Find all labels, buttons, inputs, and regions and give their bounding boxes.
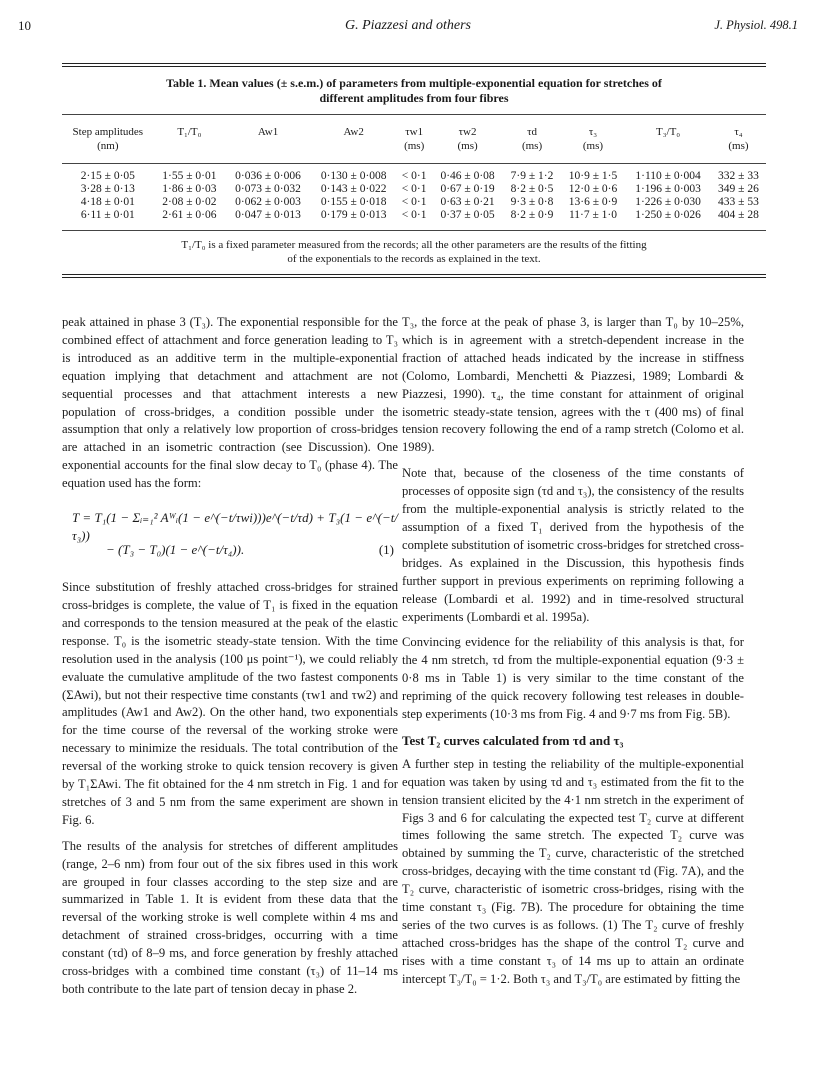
table-cell: 2·08 ± 0·02 bbox=[162, 196, 217, 208]
right-paragraph-2: Note that, because of the closeness of the time constants of processes of opposite sign (τd and τ₃), the consistency of the results from the multiple-exponential analysis is strictly related to the assumption of a fixed T₁ derived from the hypothesis of the complete substitution of isometric cross-bridges for stretched cross-bridges. As explained in the Discussion, this hypothesis finds further support in previous experiments on repriming following a release (Lombardi et al. 1992) and in time-resolved structural experiments (Lombardi et al. 1995a). bbox=[402, 466, 744, 624]
table-header-row bbox=[62, 125, 766, 164]
column-header-label: τw2 bbox=[458, 126, 477, 138]
table-cell: 0·155 ± 0·018 bbox=[320, 196, 387, 208]
table-cell: < 0·1 bbox=[401, 196, 427, 208]
table-cell: 1·55 ± 0·01 bbox=[154, 164, 226, 184]
column-header bbox=[503, 125, 560, 164]
table-cell: 349 ± 26 bbox=[718, 183, 759, 195]
column-header bbox=[561, 125, 625, 164]
column-header-unit: (ms) bbox=[457, 140, 478, 152]
column-header bbox=[225, 125, 311, 164]
table-footnote-line1: T₁/T₀ is a fixed parameter measured from the records; all the other parameters are the results of the fitting bbox=[181, 239, 647, 251]
table-cell: 1·110 ± 0·004 bbox=[625, 164, 711, 184]
left-paragraph-3: The results of the analysis for stretches of different amplitudes (range, 2–6 nm) from four out of the six fibres used in this work are grouped in four classes according to the step size and are summarized in Table 1. It is evident from these data that the reversal of the working stroke is well complete within 4 ms and detachment of strained cross-bridges, occurring with a time constant (τd) of 8–9 ms, and force generation by freshly attached cross-bridges with a combined time constant (τ₃) of 11–14 ms both contribute to the late part of tension decay in phase 2. bbox=[62, 838, 398, 996]
table-cell: < 0·1 bbox=[401, 183, 427, 195]
table-cell: 7·9 ± 1·2 bbox=[503, 164, 560, 184]
table-cell: 10·9 ± 1·5 bbox=[561, 164, 625, 184]
page-number: 10 bbox=[18, 18, 31, 33]
table-cell: 0·036 ± 0·006 bbox=[225, 164, 311, 184]
column-header-label: τw1 bbox=[405, 126, 424, 138]
table-footnote bbox=[122, 238, 706, 266]
table-bottom-rule bbox=[62, 230, 766, 231]
right-paragraph-4: A further step in testing the reliability of the multiple-exponential equation was taken by using τd and τ₃ estimated from the fit to the tension transient elicited by the 4·1 nm stretch in the experiment of Figs 3 and 6 for calculating the expected test T₂ curve at different times following the same stretch. The expected T₂ curve was obtained by summing the T₂ curve, characteristic of the stretched cross-bridges, decaying with the time constant τd (Fig. 7A), and the T₂ curve, characteristic of isometric cross-bridges, rising with the time constant τ₃ (Fig. 7B). The procedure for obtaining the time series of the two curves is as follows. (1) The T₂ curve of freshly attached cross-bridges has the shape of the control T₂ curve and rises with a time constant τ₃ of 14 ms up to attain an ordinate intercept T₃/T₀ = 1·2. Both τ₃ and T₃/T₀ are estimated by fitting the bbox=[402, 756, 744, 986]
equation-line-1: T = T₁(1 − Σᵢ₌₁² Aᵂᵢ(1 − e^(−t/τwi)))e^(−t/τd) + T₃(1 − e^(−t/τ₃)) bbox=[72, 510, 398, 543]
table-top-rule bbox=[62, 63, 766, 67]
column-header-unit: (nm) bbox=[97, 140, 119, 152]
column-header-label: Aw2 bbox=[343, 126, 364, 138]
table-footnote-line2: of the exponentials to the records as explained in the text. bbox=[287, 253, 541, 265]
table-1 bbox=[62, 63, 766, 278]
table-cell: 0·062 ± 0·003 bbox=[235, 196, 301, 208]
table-row bbox=[62, 183, 766, 196]
table-cell: 2·15 ± 0·05 bbox=[62, 164, 154, 184]
table-cell: 0·073 ± 0·032 bbox=[235, 183, 301, 195]
table-cell: 3·28 ± 0·13 bbox=[80, 183, 135, 195]
column-header bbox=[625, 125, 711, 164]
right-paragraph-3: Convincing evidence for the reliability of this analysis is that, for the 4 nm stretch, τd from the multiple-exponential equation (9·3 ± 0·8 ms in Table 1) is very similar to the time constant of the repriming of the quick recovery following test releases in double-step experiments (10·3 ms from Fig. 4 and 9·7 ms from Fig. 5B). bbox=[402, 635, 744, 722]
right-column bbox=[402, 314, 744, 997]
table-cell: 1·86 ± 0·03 bbox=[162, 183, 217, 195]
page-header bbox=[18, 18, 798, 38]
table-cell: 0·179 ± 0·013 bbox=[320, 209, 387, 221]
table-cell: 13·6 ± 0·9 bbox=[568, 196, 618, 208]
table-cell: 8·2 ± 0·5 bbox=[510, 183, 554, 195]
column-header-label: T₃/T₀ bbox=[655, 126, 681, 138]
table-row bbox=[62, 209, 766, 230]
equation-1 bbox=[62, 503, 398, 565]
running-title: G. Piazzesi and others bbox=[345, 18, 471, 33]
column-header bbox=[154, 125, 226, 164]
column-header-label: T₁/T₀ bbox=[177, 126, 202, 138]
table-cell: 4·18 ± 0·01 bbox=[80, 196, 135, 208]
table-cell: 0·143 ± 0·022 bbox=[320, 183, 387, 195]
table-cell: 0·37 ± 0·05 bbox=[440, 209, 495, 221]
column-header bbox=[432, 125, 504, 164]
table-cell: 6·11 ± 0·01 bbox=[80, 209, 135, 221]
table-cell: 0·46 ± 0·08 bbox=[432, 164, 504, 184]
equation-number: (1) bbox=[378, 542, 394, 558]
table-cell: 11·7 ± 1·0 bbox=[568, 209, 617, 221]
column-header-unit: (ms) bbox=[521, 140, 543, 152]
column-header bbox=[311, 125, 397, 164]
table-cell: 404 ± 28 bbox=[718, 209, 759, 221]
column-header-label: Step amplitudes bbox=[72, 126, 144, 138]
table-caption bbox=[102, 76, 726, 106]
right-paragraph-1: T₃, the force at the peak of phase 3, is larger than T₀ by 10–25%, which is in agreement with a stretch-dependent increase in the fraction of attached heads indicated by the increase in stiffness (Colomo, Lombardi, Menchetti & Piazzesi, 1989; Lombardi & Piazzesi, 1990). τ₄, the time constant for attainment of original isometric steady-state tension, agrees with the τ (400 ms) of final tension recovery following the end of a ramp stretch (Colomo et al. 1989). bbox=[402, 315, 744, 455]
equation-line-2: − (T₃ − T₀)(1 − e^(−t/τ₄)). bbox=[106, 542, 245, 558]
table-row bbox=[62, 164, 766, 184]
column-header-label: τ₄ bbox=[734, 126, 743, 138]
column-header-unit: (ms) bbox=[404, 140, 425, 152]
table-cell: 1·196 ± 0·003 bbox=[635, 183, 701, 195]
table-cell: 332 ± 33 bbox=[711, 164, 766, 184]
table-cell: 2·61 ± 0·06 bbox=[162, 209, 217, 221]
table-cell: 0·047 ± 0·013 bbox=[235, 209, 301, 221]
table-end-rule bbox=[62, 274, 766, 278]
table-cell: 0·67 ± 0·19 bbox=[440, 183, 495, 195]
table-cell: 8·2 ± 0·9 bbox=[510, 209, 554, 221]
parameters-table bbox=[62, 125, 766, 230]
table-cell: 0·63 ± 0·21 bbox=[440, 196, 495, 208]
table-caption-line1: Table 1. Mean values (± s.e.m.) of parameters from multiple-exponential equation for stretches of bbox=[166, 76, 662, 90]
table-cell: 9·3 ± 0·8 bbox=[510, 196, 554, 208]
journal-reference: J. Physiol. 498.1 bbox=[714, 18, 798, 32]
table-cell: 433 ± 53 bbox=[718, 196, 759, 208]
table-cell: 1·226 ± 0·030 bbox=[635, 196, 701, 208]
column-header-label: τd bbox=[527, 126, 537, 138]
column-header-unit: (ms) bbox=[582, 140, 604, 152]
left-paragraph-2: Since substitution of freshly attached cross-bridges for strained cross-bridges is complete, the value of T₁ is fixed in the equation and corresponds to the tension measured at the peak of the elastic response. T₀ is the isometric steady-state tension. With the time resolution used in the analysis (100 μs point⁻¹), we could reliably evaluate the cumulative amplitude of the two fastest components (ΣAwi), but not their respective time constants (τw1 and τw2) and amplitudes (Aw1 and Aw2). On the other hand, two exponentials for the time course of the reversal of the working stroke were necessary to minimize the residuals. The total contribution of the reversal of the working stroke to quick tension recovery is given by T₁ΣAwi. The fit obtained for the 4 nm stretch in Fig. 1 and for stretches of 3 and 5 nm from the same experiment are shown in Fig. 6. bbox=[62, 580, 398, 827]
table-caption-rule bbox=[62, 114, 766, 115]
left-column bbox=[62, 314, 398, 1007]
table-cell: < 0·1 bbox=[397, 164, 432, 184]
column-header bbox=[62, 125, 154, 164]
column-header-label: τ₃ bbox=[588, 126, 598, 138]
column-header-unit: (ms) bbox=[728, 140, 749, 152]
table-cell: 0·130 ± 0·008 bbox=[311, 164, 397, 184]
table-cell: 1·250 ± 0·026 bbox=[635, 209, 701, 221]
table-body bbox=[62, 164, 766, 231]
left-paragraph-1: peak attained in phase 3 (T₃). The exponential responsible for the combined effect of attachment and force generation leading to T₃ is introduced as an additive term in the multiple-exponential equation implying that detachment and attachment are not sequential processes and that attachment interests a new population of cross-bridges, a condition possible under the assumption that only a relatively low proportion of cross-bridges are attached in an isometric contraction (see Discussion). One exponential accounts for the final slow decay to T₀ (phase 4). The equation used has the form: bbox=[62, 315, 398, 491]
column-header bbox=[397, 125, 432, 164]
section-heading: Test T₂ curves calculated from τd and τ₃ bbox=[402, 732, 624, 748]
table-cell: 12·0 ± 0·6 bbox=[568, 183, 618, 195]
column-header-label: Aw1 bbox=[257, 126, 279, 138]
column-header bbox=[711, 125, 766, 164]
table-caption-line2: different amplitudes from four fibres bbox=[319, 91, 509, 105]
table-row bbox=[62, 196, 766, 209]
table-cell: < 0·1 bbox=[401, 209, 427, 221]
